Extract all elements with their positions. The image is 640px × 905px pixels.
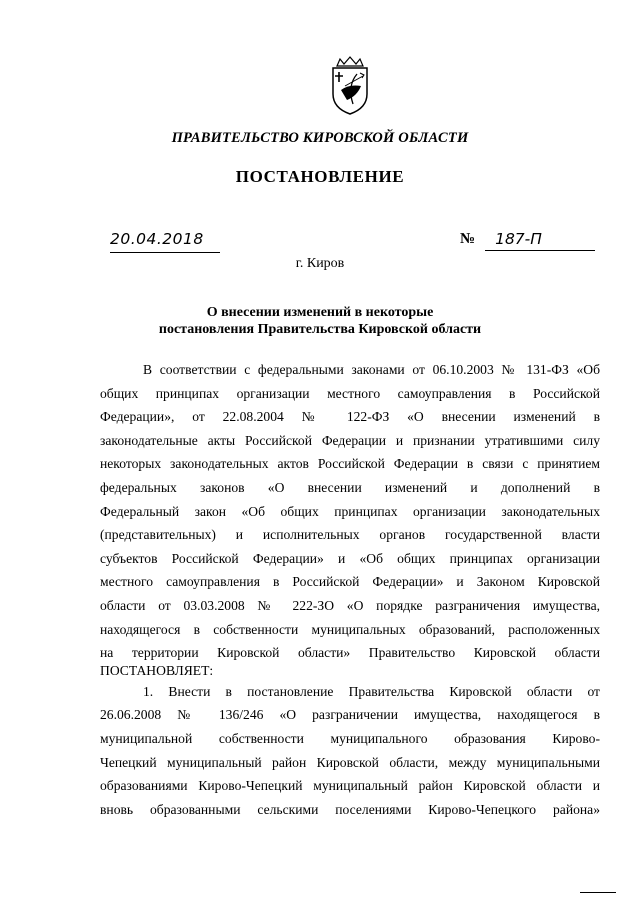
body-line: муниципальной собственности муниципального образования Кирово- [100, 730, 600, 746]
number-label: № [460, 231, 476, 247]
body-line: на территории Кировской области» Правительство Кировской области [100, 645, 600, 661]
document-subject [100, 304, 540, 338]
body-line: общих принципах организации местного самоуправления в Российской [100, 385, 600, 401]
body-line: 1. Внести в постановление Правительства Кировской области от [143, 683, 600, 699]
document-number [460, 228, 595, 252]
body-line: В соответствии с федеральными законами от 06.10.2003 № 131-ФЗ «Об [143, 362, 600, 377]
subject-line: постановления Правительства Кировской области [158, 322, 482, 337]
number-value: 187-П [485, 228, 595, 251]
city: г. Киров [295, 256, 345, 271]
document-type: ПОСТАНОВЛЕНИЕ [235, 167, 405, 186]
body-line: ПОСТАНОВЛЯЕТ: [100, 662, 214, 678]
body-line: 26.06.2008 № 136/246 «О разграничении имущества, находящегося в [100, 707, 600, 723]
document-body [100, 358, 600, 821]
body-line: образованиями Кирово-Чепецкий муниципальный район Кировской области и [100, 778, 600, 794]
body-line: вновь образованными сельскими поселениями Кирово-Чепецкого района» [100, 801, 600, 817]
body-line: находящегося в собственности муниципальных образований, расположенных [100, 621, 600, 637]
body-line: области от 03.03.2008 № 222-ЗО «О порядке разграничения имущества, [100, 597, 600, 613]
body-line: местного самоуправления в Российской Федерации» и Законом Кировской [100, 574, 600, 590]
body-line: субъектов Российской Федерации» и «Об общих принципах организации [100, 550, 600, 566]
page-divider [580, 892, 616, 893]
body-line: федеральных законов «О внесении изменений и дополнений в [100, 479, 600, 495]
body-line: Чепецкий муниципальный район Кировской области, между муниципальными [100, 754, 600, 770]
document-date: 20.04.2018 [110, 228, 220, 253]
subject-line: О внесении изменений в некоторые [206, 305, 434, 320]
coat-of-arms-icon [327, 56, 373, 116]
body-line: Федеральный закон «Об общих принципах организации законодательных [100, 503, 600, 519]
body-line: (представительных) и исполнительных органов государственной власти [100, 527, 600, 543]
body-line: некоторых законодательных актов Российской Федерации в связи с принятием [100, 456, 600, 472]
body-line: Федерации», от 22.08.2004 № 122-ФЗ «О внесении изменений в [100, 409, 600, 425]
government-title: ПРАВИТЕЛЬСТВО КИРОВСКОЙ ОБЛАСТИ [171, 130, 469, 146]
body-line: законодательные акты Российской Федерации и признании утратившими силу [100, 432, 600, 448]
